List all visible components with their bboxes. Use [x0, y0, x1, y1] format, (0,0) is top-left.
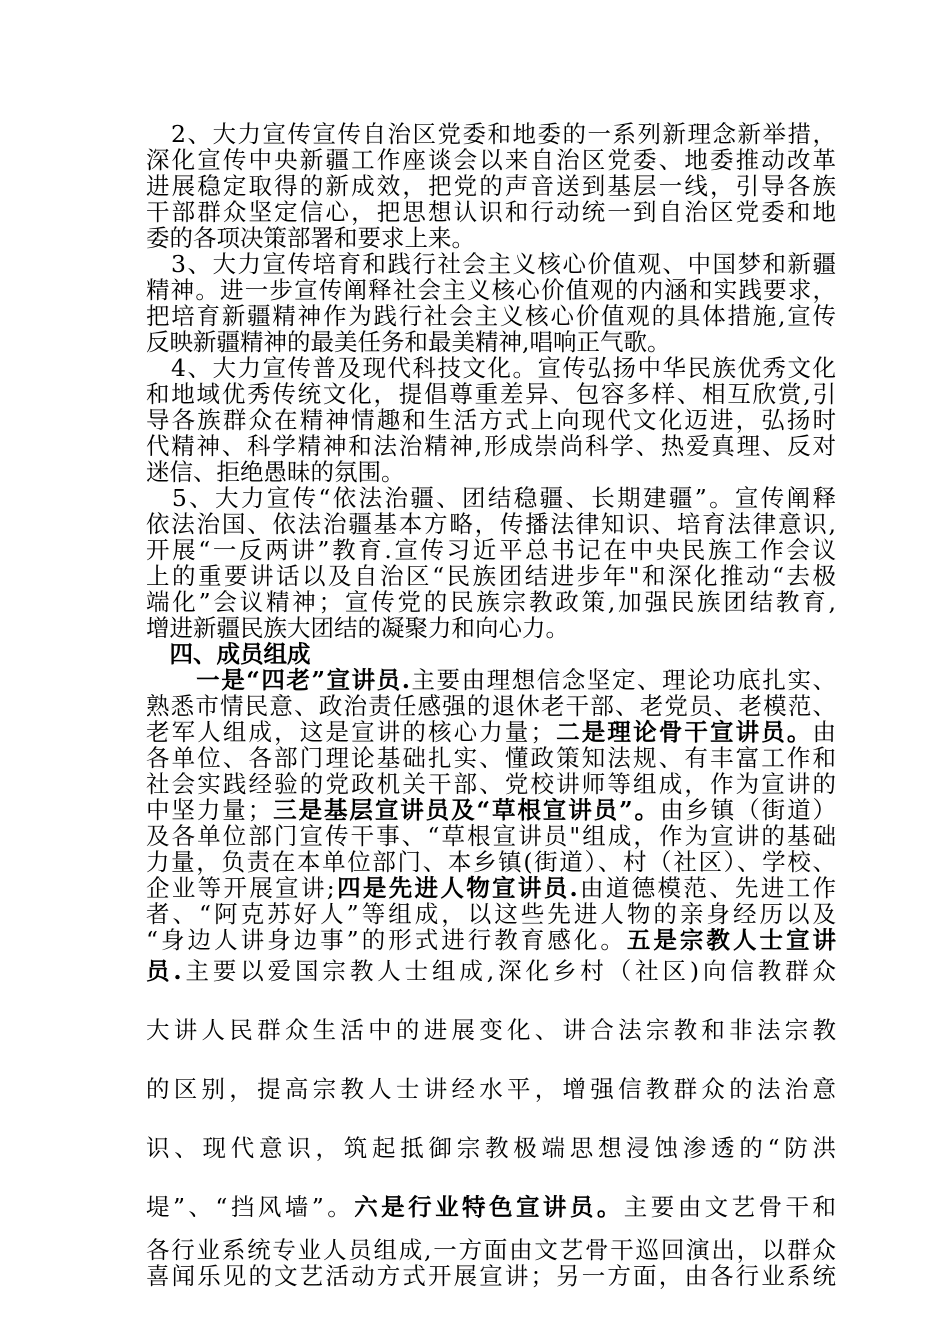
text-segment: 主要由理想信念坚定、理论功底扎实、 — [409, 666, 837, 694]
text-segment: 开展“一反两讲”教育.宣传习近平总书记在中央民族工作会议 — [146, 536, 836, 564]
text-line — [146, 459, 836, 485]
text-line — [146, 511, 836, 537]
text-line — [146, 1076, 836, 1102]
text-line — [146, 1194, 836, 1220]
text-segment: 识、现代意识，筑起抵御宗教极端思想浸蚀渗透的“防洪 — [146, 1134, 836, 1162]
text-segment: 老军人组成，这是宣讲的核心力量； — [146, 718, 555, 746]
text-line — [146, 277, 836, 303]
text-segment: 端化”会议精神；宣传党的民族宗教政策,加强民族团结教育, — [146, 588, 836, 616]
text-segment: 者、“阿克苏好人”等组成，以这些先进人物的亲身经历以及 — [146, 900, 836, 928]
text-segment: 及各单位部门宣传干事、“草根宣讲员"组成，作为宣讲的基础 — [146, 822, 836, 850]
text-line — [146, 745, 836, 771]
text-segment: 由道德模范、先进工作 — [577, 874, 837, 902]
bold-segment: 员. — [146, 957, 182, 985]
text-line — [146, 1135, 836, 1161]
text-segment: 由 — [812, 718, 837, 746]
text-line — [146, 589, 836, 615]
text-line — [146, 537, 836, 563]
text-segment: 中坚力量； — [146, 796, 272, 824]
text-segment: 堤”、“挡风墙”。 — [146, 1193, 355, 1221]
text-segment: 精神。进一步宣传阐释社会主义核心价值观的内涵和实践要求， — [146, 276, 836, 304]
bold-segment: 六是行业特色宣讲员。 — [354, 1193, 624, 1221]
heading-text: 四、成员组成 — [146, 640, 311, 668]
text-line — [146, 849, 836, 875]
text-line — [146, 329, 836, 355]
section-heading — [146, 641, 836, 667]
text-segment: 5、大力宣传“依法治疆、团结稳疆、长期建疆”。宣传阐释 — [146, 484, 836, 512]
text-segment: 把培育新疆精神作为践行社会主义核心价值观的具体措施,宣传 — [146, 302, 836, 330]
text-line — [146, 958, 836, 984]
text-segment: 大讲人民群众生活中的进展变化、讲合法宗教和非法宗教 — [146, 1016, 836, 1044]
text-segment: 上的重要讲话以及自治区“民族团结进步年"和深化推动“去极 — [146, 562, 836, 590]
text-line — [146, 355, 836, 381]
text-line — [146, 693, 836, 719]
text-line — [146, 407, 836, 433]
text-line — [146, 823, 836, 849]
text-line — [146, 121, 836, 147]
text-line — [146, 485, 836, 511]
text-segment: 和地域优秀传统文化，提倡尊重差异、包容多样、相互欣赏,引 — [146, 380, 836, 408]
text-segment: 增进新疆民族大团结的凝聚力和向心力。 — [146, 614, 569, 642]
text-segment: 社会实践经验的党政机关干部、党校讲师等组成，作为宣讲的 — [146, 770, 836, 798]
text-segment: 导各族群众在精神情趣和生活方式上向现代文化迈进，弘扬时 — [146, 406, 836, 434]
text-line — [146, 147, 836, 173]
bold-segment: 四是先进人物宣讲员. — [334, 874, 578, 902]
text-segment: 深化宣传中央新疆工作座谈会以来自治区党委、地委推动改革 — [146, 146, 836, 174]
text-line — [146, 927, 836, 953]
text-line — [146, 563, 836, 589]
text-line — [146, 303, 836, 329]
text-line — [146, 875, 836, 901]
text-segment: 迷信、拒绝愚昧的氛围。 — [146, 458, 405, 486]
text-segment: 主要以爱国宗教人士组成,深化乡村（社区)向信教群众 — [181, 957, 836, 985]
text-line — [146, 719, 836, 745]
bold-segment: 一是“四老”宣讲员. — [146, 666, 410, 694]
text-line — [146, 667, 836, 693]
text-segment: 喜闻乐见的文艺活动方式开展宣讲；另一方面，由各行业系统 — [146, 1262, 836, 1290]
text-segment: 代精神、科学精神和法治精神,形成崇尚科学、热爱真理、反对 — [146, 432, 836, 460]
bold-segment: 二是理论骨干宣讲员。 — [554, 718, 813, 746]
text-segment: 熟悉市情民意、政治责任感强的退休老干部、老党员、老模范、 — [146, 692, 836, 720]
text-segment: 力量，负责在本单位部门、本乡镇(街道）、村（社区）、学校、 — [146, 848, 836, 876]
text-segment: 依法治国、依法治疆基本方略，传播法律知识、培育法律意识, — [146, 510, 836, 538]
text-segment: 主要由文艺骨干和 — [623, 1193, 837, 1221]
bold-segment: 五是宗教人士宣讲 — [626, 926, 837, 954]
text-line — [146, 225, 836, 251]
text-segment: 由乡镇（街道） — [659, 796, 836, 824]
text-segment: 企业等开展宣讲; — [146, 874, 335, 902]
text-line — [146, 433, 836, 459]
bold-segment: 三是基层宣讲员及“草根宣讲员”。 — [271, 796, 660, 824]
text-line — [146, 381, 836, 407]
text-segment: 委的各项决策部署和要求上来。 — [146, 224, 475, 252]
text-segment: 干部群众坚定信心，把思想认识和行动统一到自治区党委和地 — [146, 198, 836, 226]
text-segment: 进展稳定取得的新成效，把党的声音送到基层一线，引导各族 — [146, 172, 836, 200]
text-line — [146, 615, 836, 641]
text-segment: 3、大力宣传培育和践行社会主义核心价值观、中国梦和新疆 — [146, 250, 836, 278]
text-segment: 2、大力宣传宣传自治区党委和地委的一系列新理念新举措， — [146, 120, 836, 148]
text-segment: 的区别，提高宗教人士讲经水平，增强信教群众的法治意 — [146, 1075, 836, 1103]
text-line — [146, 901, 836, 927]
text-line — [146, 199, 836, 225]
text-segment: 4、大力宣传普及现代科技文化。宣传弘扬中华民族优秀文化 — [146, 354, 836, 382]
text-segment: 反映新疆精神的最美任务和最美精神,唱响正气歌。 — [146, 328, 671, 356]
text-line — [146, 251, 836, 277]
text-line — [146, 771, 836, 797]
text-line — [146, 1017, 836, 1043]
text-line — [146, 173, 836, 199]
text-segment: “身边人讲身边事”的形式进行教育感化。 — [146, 926, 627, 954]
text-line — [146, 1263, 836, 1289]
text-segment: 各行业系统专业人员组成,一方面由文艺骨干巡回演出，以群众 — [146, 1236, 836, 1264]
text-segment: 各单位、各部门理论基础扎实、懂政策知法规、有丰富工作和 — [146, 744, 836, 772]
text-line — [146, 1237, 836, 1263]
text-line — [146, 797, 836, 823]
